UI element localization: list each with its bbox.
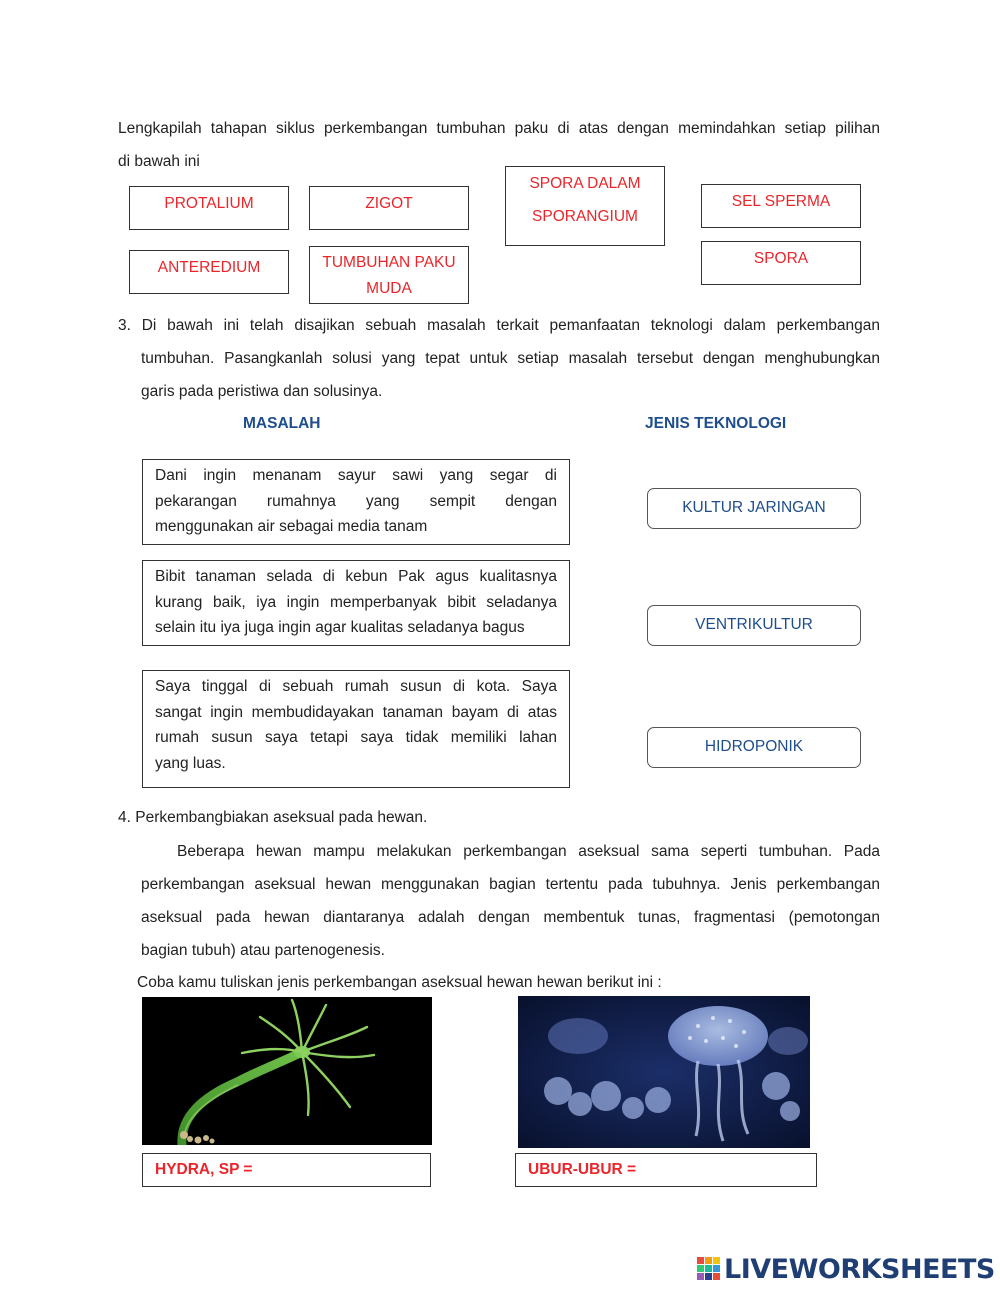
heading-masalah: MASALAH [243,415,321,432]
tech-ventrikultur[interactable] [647,605,861,646]
tech-hidroponik[interactable] [647,727,861,768]
option-label-line2: SPORANGIUM [532,208,638,225]
problem-text: Dani ingin menanam sayur sawi yang segar di [155,467,557,484]
option-sel-sperma[interactable] [701,184,861,228]
tech-label: HIDROPONIK [704,738,804,755]
hydra-image [142,997,432,1145]
tech-label: KULTUR JARINGAN [682,499,826,516]
problem-box-3[interactable] [142,670,570,788]
liveworksheets-logo [697,1254,995,1284]
problem-text: selain itu iya juga ingin agar kualitas seladanya bagus [155,619,525,636]
problem-text: pekarangan rumahnya yang sempit dengan [155,492,557,510]
heading-jenis-teknologi: JENIS TEKNOLOGI [645,415,787,432]
q4-paragraph-line-1: Beberapa hewan mampu melakukan perkembangan aseksual sama seperti tumbuhan. Pada [177,843,880,860]
option-label-line1: SPORA DALAM [529,175,641,192]
option-spora-dalam-sporangium[interactable] [505,166,665,246]
option-spora[interactable] [701,241,861,285]
tech-kultur-jaringan[interactable] [647,488,861,529]
problem-text: kurang baik, iya ingin memperbanyak bibit seladanya [155,593,557,611]
intro-line-2: di bawah ini [118,153,200,170]
option-protalium[interactable] [129,186,289,230]
option-anteredium[interactable] [129,250,289,294]
hydra-illustration [142,997,432,1145]
jellyfish-image [518,996,810,1148]
problem-box-1[interactable] [142,459,570,545]
problem-text: Bibit tanaman selada di kebun Pak agus kualitasnya [155,568,557,585]
q4-paragraph-line-2: perkembangan aseksual hewan menggunakan bagian tertentu pada tubuhnya. Jenis perkembangan [141,876,880,893]
q3-line-3: garis pada peristiwa dan solusinya. [141,383,383,400]
answer-ubur-ubur-label: UBUR-UBUR = [528,1161,637,1178]
liveworksheets-logo-icon [697,1257,721,1281]
option-label-line1: TUMBUHAN PAKU [322,254,456,271]
problem-text: menggunakan air sebagai media tanam [155,518,428,535]
problem-text: Saya tinggal di sebuah rumah susun di kota. Saya [155,678,557,695]
answer-hydra-label: HYDRA, SP = [155,1161,253,1178]
q4-title: 4. Perkembangbiakan aseksual pada hewan. [118,809,428,826]
option-label: ANTEREDIUM [157,259,261,276]
q4-paragraph-line-4: bagian tubuh) atau partenogenesis. [141,942,385,959]
problem-text: sangat ingin membudidayakan tanaman bayam di atas [155,703,557,721]
option-label: SPORA [753,250,809,267]
problem-text: rumah susun saya tetapi saya tidak memiliki lahan [155,729,557,746]
q4-prompt: Coba kamu tuliskan jenis perkembangan aseksual hewan hewan berikut ini : [137,974,662,991]
problem-box-2[interactable] [142,560,570,646]
q4-paragraph-line-3: aseksual pada hewan diantaranya adalah dengan membentuk tunas, fragmentasi (pemotongan [141,909,880,926]
option-label: ZIGOT [365,195,413,212]
answer-hydra-field[interactable] [142,1153,431,1187]
option-label: SEL SPERMA [731,193,831,210]
answer-ubur-ubur-field[interactable] [515,1153,817,1187]
option-zigot[interactable] [309,186,469,230]
jellyfish-illustration [518,996,810,1148]
option-label: PROTALIUM [164,195,254,212]
tech-label: VENTRIKULTUR [695,616,813,633]
q3-line-2: tumbuhan. Pasangkanlah solusi yang tepat untuk setiap masalah tersebut dengan menghubungkan [141,350,880,367]
intro-line-1: Lengkapilah tahapan siklus perkembangan tumbuhan paku di atas dengan memindahkan setiap pilihan [118,120,880,137]
liveworksheets-brand-text: LIVEWORKSHEETS [724,1253,995,1285]
option-label-line2: MUDA [366,280,412,297]
q3-line-1: 3. Di bawah ini telah disajikan sebuah masalah terkait pemanfaatan teknologi dalam perkembangan [118,317,880,334]
option-tumbuhan-paku-muda[interactable] [309,246,469,304]
problem-text: yang luas. [155,754,226,772]
